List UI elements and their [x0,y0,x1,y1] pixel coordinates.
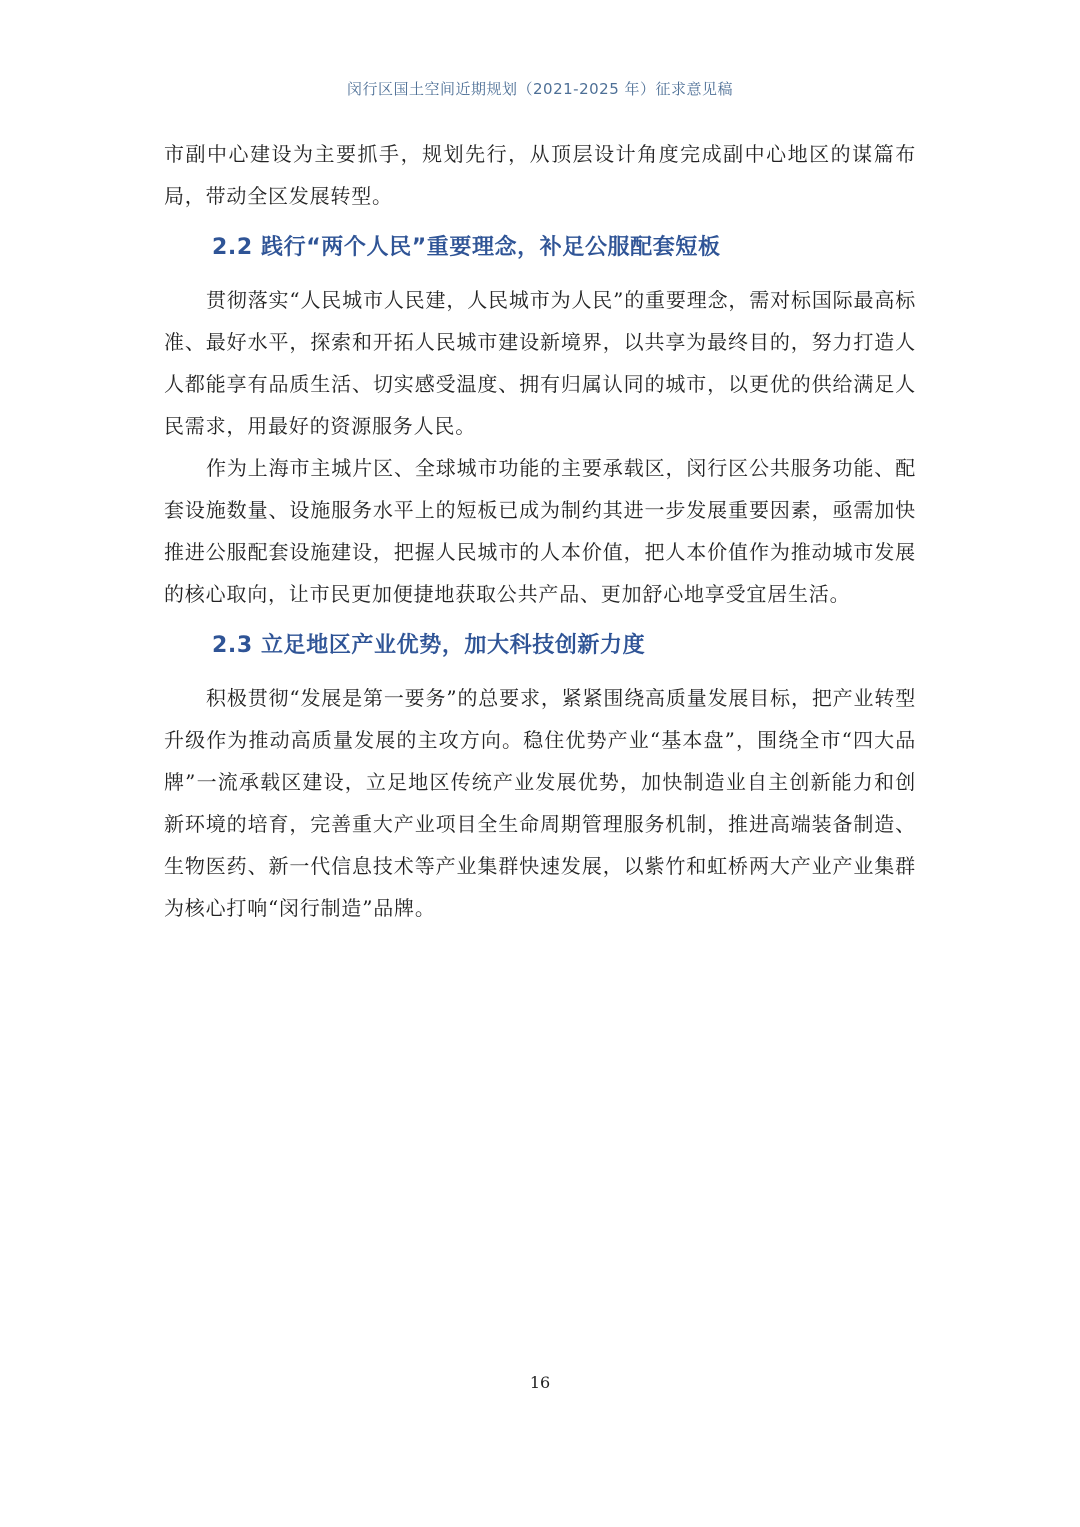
paragraph-2-3-1: 积极贯彻“发展是第一要务”的总要求，紧紧围绕高质量发展目标，把产业转型升级作为推动高质量发展的主攻方向。稳住优势产业“基本盘”，围绕全市“四大品牌”一流承载区建设，立足地区传统产业发展优势，加快制造业自主创新能力和创新环境的培育，完善重大产业项目全生命周期管理服务机制，推进高端装备制造、生物医药、新一代信息技术等产业集群快速发展，以紫竹和虹桥两大产业产业集群为核心打响“闵行制造”品牌。 [164,686,916,920]
section-heading-2-2: 2.2 践行“两个人民”重要理念，补足公服配套短板 [212,235,721,260]
paragraph-2-2-1: 贯彻落实“人民城市人民建，人民城市为人民”的重要理念，需对标国际最高标准、最好水平，探索和开拓人民城市建设新境界，以共享为最终目的，努力打造人人都能享有品质生活、切实感受温度、拥有归属认同的城市，以更优的供给满足人民需求，用最好的资源服务人民。 [164,288,916,438]
page-number: 16 [529,1373,551,1392]
continuation-paragraph: 市副中心建设为主要抓手，规划先行，从顶层设计角度完成副中心地区的谋篇布局，带动全区发展转型。 [164,142,916,208]
running-header: 闵行区国土空间近期规划（2021-2025 年）征求意见稿 [346,80,734,98]
section-heading-2-3: 2.3 立足地区产业优势，加大科技创新力度 [212,633,646,658]
paragraph-2-2-2: 作为上海市主城片区、全球城市功能的主要承载区，闵行区公共服务功能、配套设施数量、设施服务水平上的短板已成为制约其进一步发展重要因素，亟需加快推进公服配套设施建设，把握人民城市的人本价值，把人本价值作为推动城市发展的核心取向，让市民更加便捷地获取公共产品、更加舒心地享受宜居生活。 [164,456,916,606]
page-body [164,133,916,929]
